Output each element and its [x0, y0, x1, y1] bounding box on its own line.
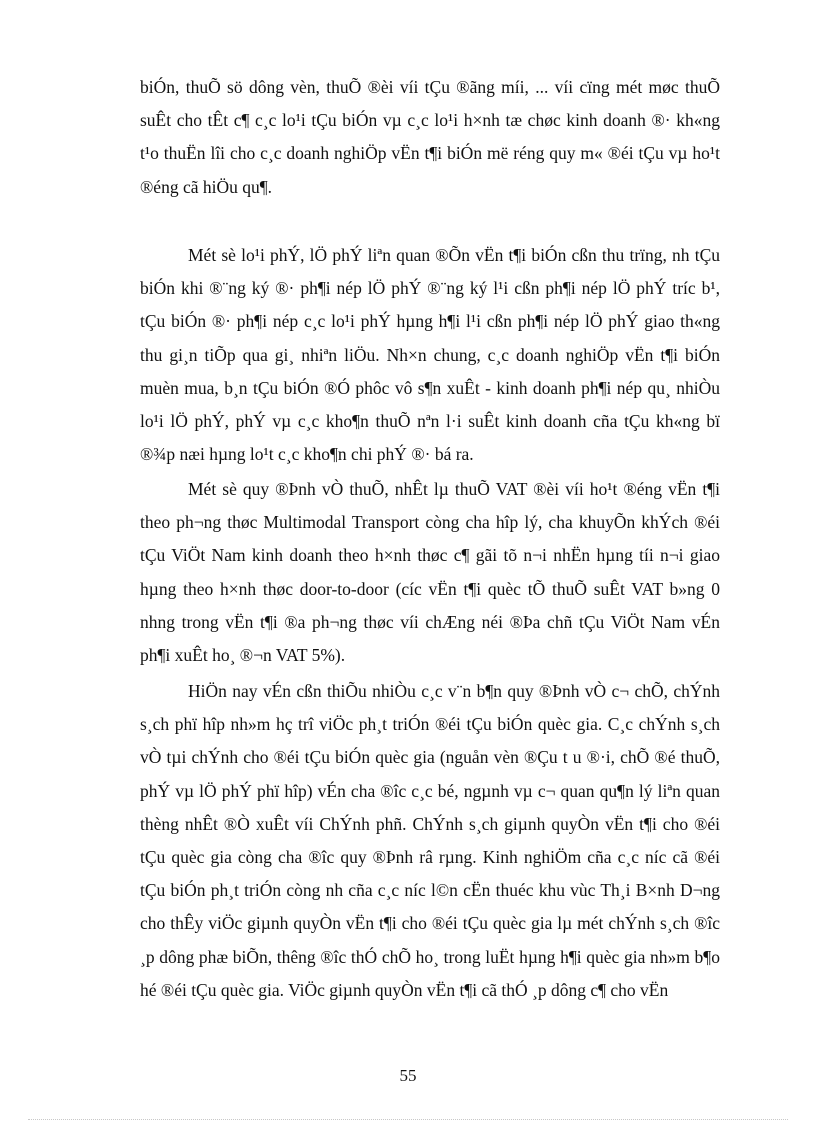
paragraph-3: Mét sè quy ®Þnh vÒ thuÕ, nhÊt lµ thuÕ VAT ®èi víi ho¹t ®éng vËn t¶i theo ph¬ng thøc Multimodal Transport còng cha hîp lý, cha khuyÕn khÝch ®éi tÇu ViÖt Nam kinh doanh theo h×nh thøc c¶ gãi tõ n¬i nhËn hµng tíi n¬i giao hµng theo h×nh thøc door-to-door (cíc vËn t¶i quèc tÕ thuÕ suÊt VAT b»ng 0 nhng trong vËn t¶i ®a ph¬ng thøc víi chÆng néi ®Þa chñ tÇu ViÖt Nam vÉn ph¶i xuÊt ho¸ ®¬n VAT 5%). — [140, 479, 720, 666]
page-number: 55 — [399, 1066, 417, 1085]
paragraph-4: HiÖn nay vÉn cßn thiÕu nhiÒu c¸c v¨n b¶n quy ®Þnh vÒ c¬ chÕ, chÝnh s¸ch phï hîp nh»m hç trî viÖc ph¸t triÓn ®éi tÇu biÓn quèc gia. C¸c chÝnh s¸ch vÒ tµi chÝnh cho ®éi tÇu biÓn quèc gia (nguån vèn ®Çu t u ®·i, chÕ ®é thuÕ, phÝ vµ lÖ phÝ phï hîp) vÉn cha ®îc c¸c bé, ngµnh vµ c¬ quan qu¶n lý liªn quan thèng nhÊt ®Ò xuÊt víi ChÝnh phñ. ChÝnh s¸ch giµnh quyÒn vËn t¶i cho ®éi tÇu quèc gia còng cha ®îc quy ®Þnh râ rµng. Kinh nghiÖm cña c¸c níc cã ®éi tÇu biÓn ph¸t triÓn còng nh cña c¸c níc l©n cËn thuéc khu vùc Th¸i B×nh D¬ng cho thÊy viÖc giµnh quyÒn vËn t¶i cho ®éi tÇu quèc gia lµ mét chÝnh s¸ch ®îc ¸p dông phæ biÕn, thêng ®îc thÓ chÕ ho¸ trong luËt hµng h¶i quèc gia nh»m b¶o hé ®éi tÇu quèc gia. ViÖc giµnh quyÒn vËn t¶i cã thÓ ¸p dông c¶ cho vËn — [140, 681, 720, 1000]
page-bottom-divider — [28, 1119, 788, 1120]
paragraph-1: biÓn, thuÕ sö dông vèn, thuÕ ®èi víi tÇu ®ãng míi, ... víi cïng mét møc thuÕ suÊt cho tÊt c¶ c¸c lo¹i tÇu biÓn vµ c¸c lo¹i h×nh tæ chøc kinh doanh ®· kh«ng t¹o thuËn lîi cho c¸c doanh nghiÖp vËn t¶i biÓn më réng quy m« ®éi tÇu vµ ho¹t ®éng cã hiÖu qu¶. — [140, 77, 720, 197]
paragraph-2: Mét sè lo¹i phÝ, lÖ phÝ liªn quan ®Õn vËn t¶i biÓn cßn thu trïng, nh tÇu biÓn khi ®¨ng ký ®· ph¶i nép lÖ phÝ ®¨ng ký l¹i cßn ph¶i nép lÖ phÝ tríc b¹, tÇu biÓn ®· ph¶i nép c¸c lo¹i phÝ hµng h¶i l¹i cßn ph¶i nép lÖ phÝ giao th«ng thu gi¸n tiÕp qua gi¸ nhiªn liÖu. Nh×n chung, c¸c doanh nghiÖp vËn t¶i biÓn muèn mua, b¸n tÇu biÓn ®Ó phôc vô s¶n xuÊt - kinh doanh ph¶i nép qu¸ nhiÒu lo¹i lÖ phÝ, phÝ vµ c¸c kho¶n thuÕ nªn l·i suÊt kinh doanh cña tÇu kh«ng bï ®¾p næi hµng lo¹t c¸c kho¶n chi phÝ ®· bá ra. — [140, 245, 720, 465]
